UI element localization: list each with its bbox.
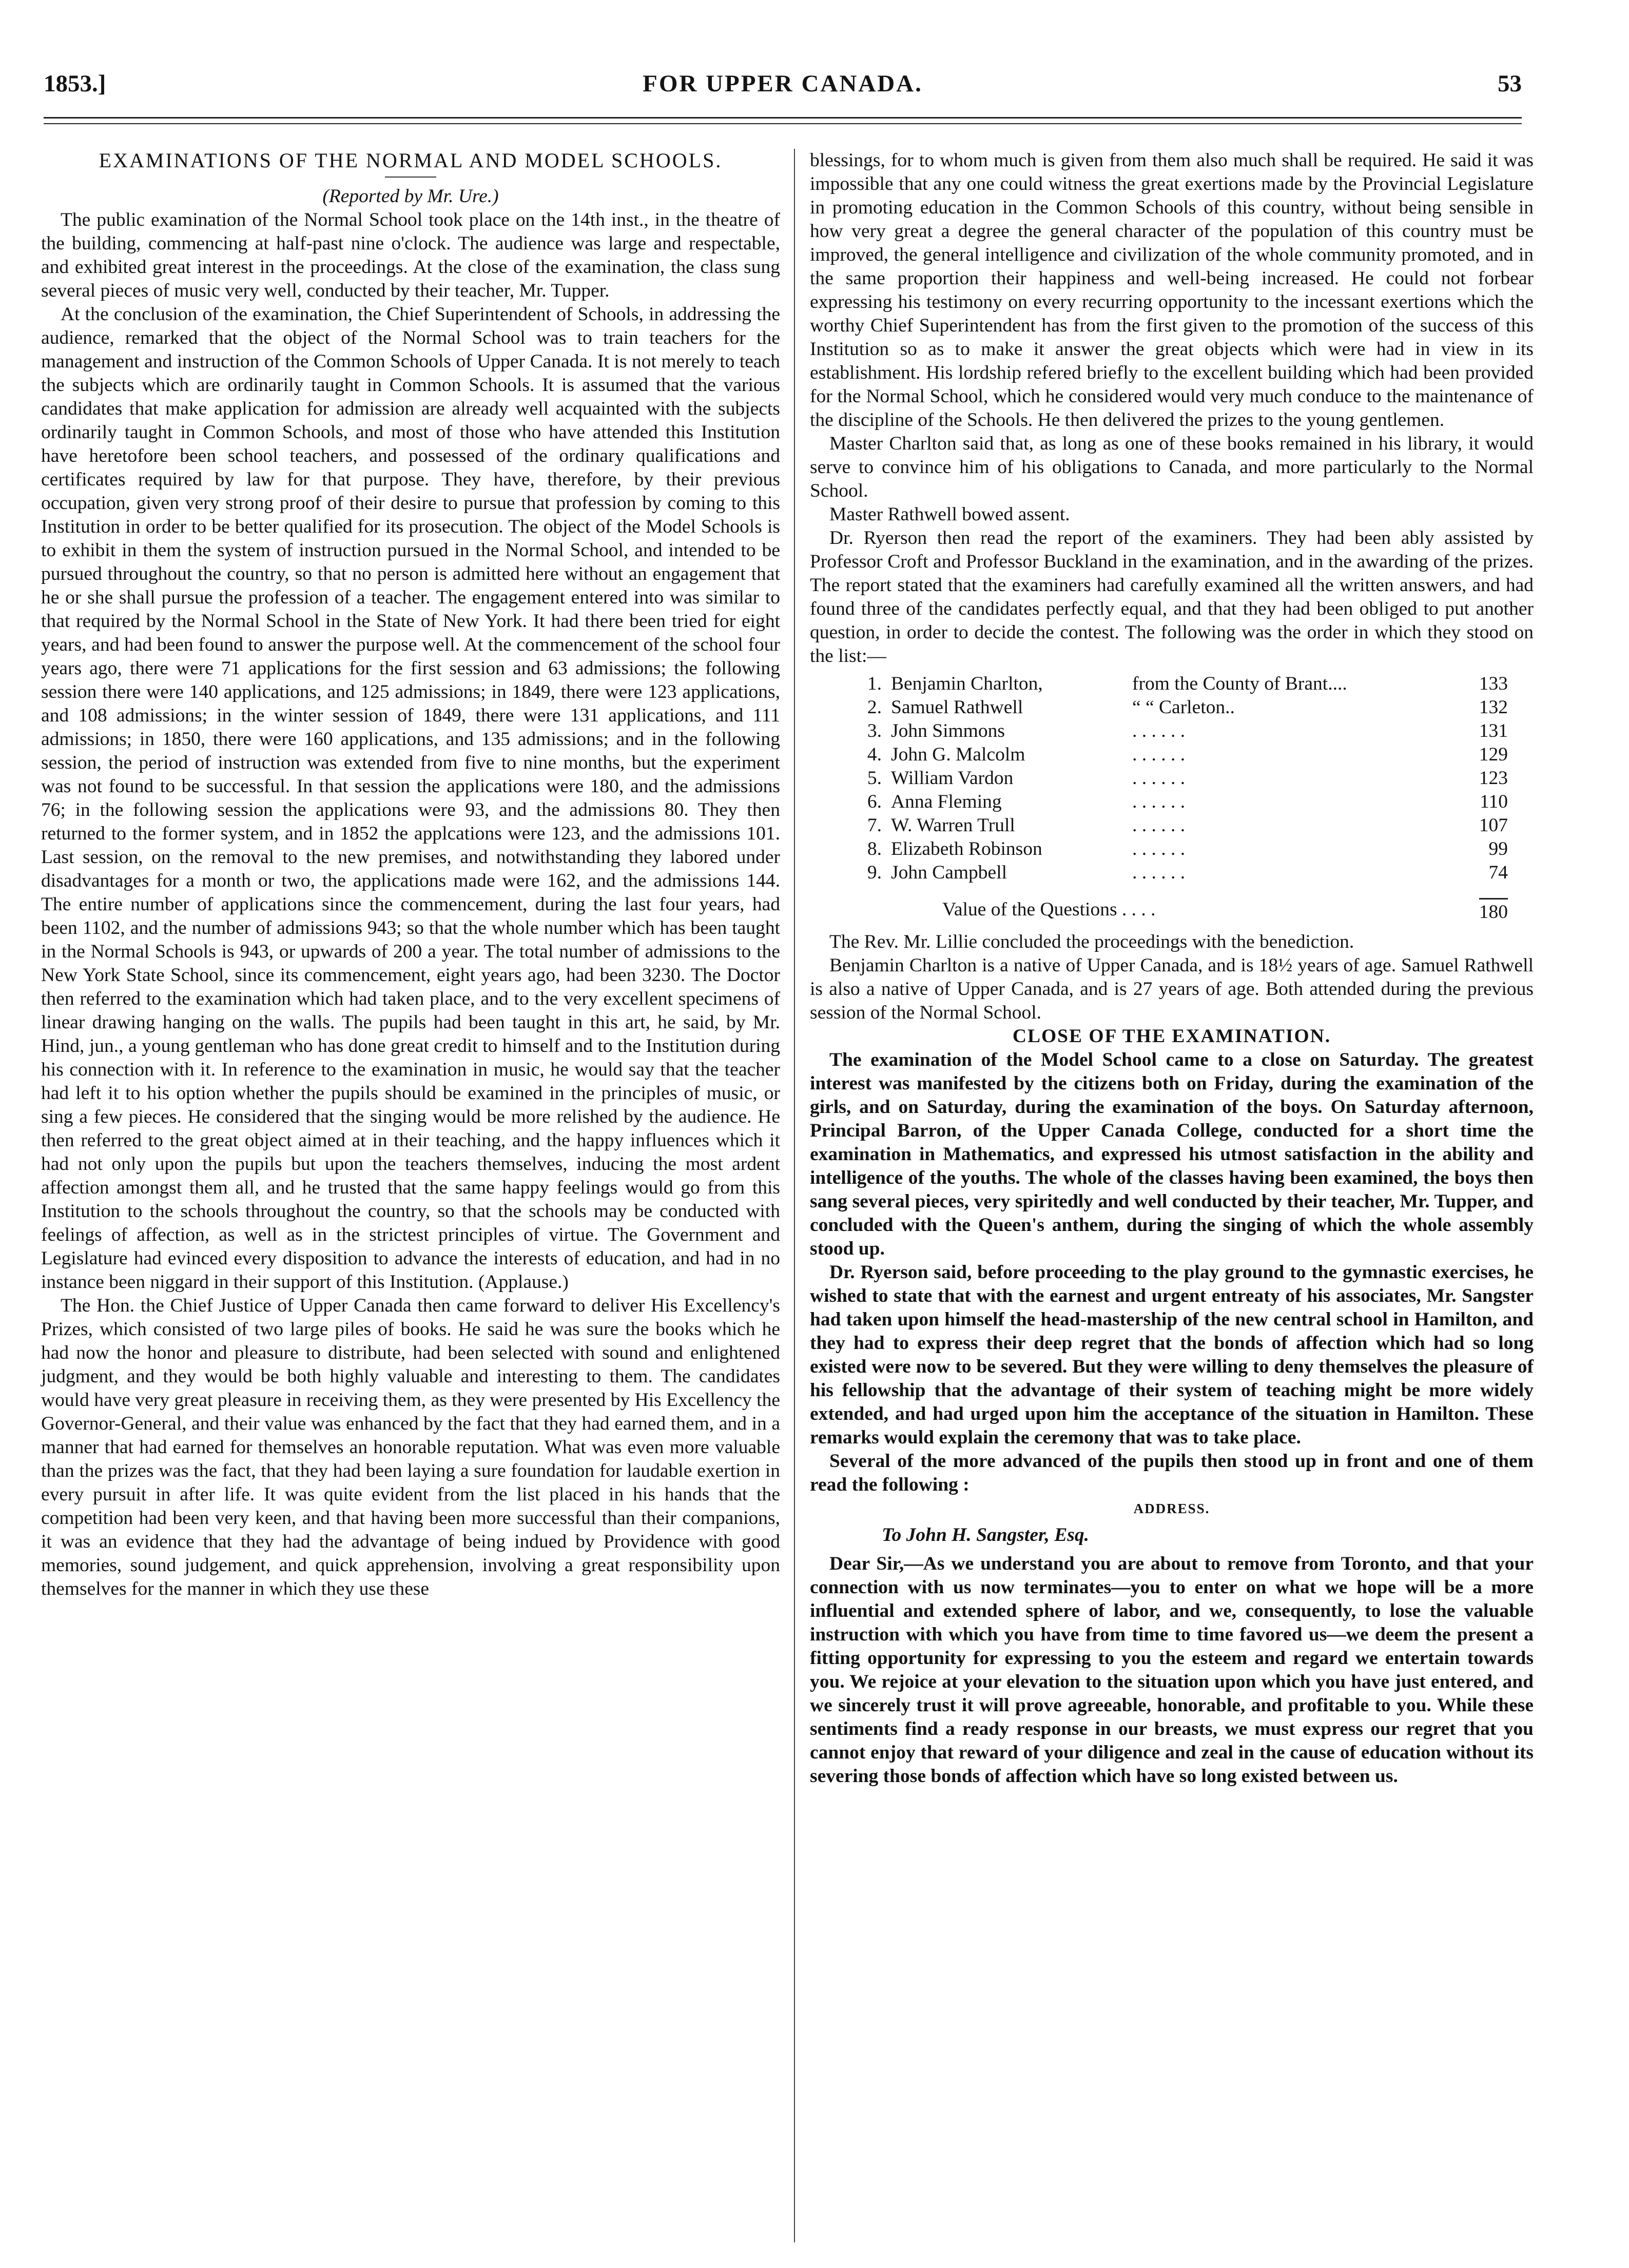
candidate-name: William Vardon <box>891 768 1014 789</box>
paragraph: blessings, for to whom much is given from them also much shall be required. He said it was impossible that any one could witness the great exertions made by the Provincial Legislature in promoting education in the Common Schools of this country, without being sensible in how very great a degree the general character of the population of this country must be improved, the general intelligence and civilization of the whole community promoted, and in the same proportion their happiness and well-being increased. He could not forbear expressing his testimony on every recurring opportunity to the incessant exertions which the worthy Chief Superintendent has from the first given to the promotion of the success of this Institution so as to make it answer the great objects which were had in view in its establishment. His lordship refered briefly to the excellent building which had been provided for the Normal School, which he considered would very much conduce to the maintenance of the discipline of the Schools. He then delivered the prizes to the young gentlemen. <box>810 150 1534 431</box>
candidate-score: 99 <box>1488 838 1508 859</box>
candidate-origin: . . . . . . <box>1132 862 1186 883</box>
rank: 3. <box>867 720 882 741</box>
candidate-score: 123 <box>1479 768 1508 789</box>
candidate-score: 132 <box>1479 697 1508 718</box>
candidate-name: John Campbell <box>891 862 1007 883</box>
candidate-score: 74 <box>1488 862 1508 883</box>
candidate-name: John Simmons <box>891 720 1005 741</box>
candidate-origin: . . . . . . <box>1132 838 1186 859</box>
title-rule <box>385 177 436 178</box>
paragraph: Master Rathwell bowed assent. <box>829 504 1070 525</box>
list-item <box>846 814 1508 837</box>
prize-list <box>846 672 1508 924</box>
candidate-name: Samuel Rathwell <box>891 697 1023 718</box>
page-number: 53 <box>1498 70 1522 97</box>
page-header <box>44 70 1522 111</box>
candidate-origin: . . . . . . <box>1132 720 1186 741</box>
rank: 2. <box>867 697 882 718</box>
header-rule-top <box>44 117 1522 119</box>
paragraph: Dr. Ryerson then read the report of the examiners. They had been ably assisted by Professor Croft and Professor Buckland in the examination, and in the awarding of the prizes. The report stated that the examiners had carefully examined all the written answers, and had found three of the candidates perfectly equal, and that they had been obliged to put another question, in order to decide the contest. The following was the order in which they stood on the list:— <box>810 527 1534 667</box>
rank: 7. <box>867 815 882 836</box>
candidate-name: Benjamin Charlton, <box>891 673 1043 694</box>
list-item <box>846 837 1508 861</box>
header-year: 1853.] <box>44 70 106 97</box>
candidate-name: John G. Malcolm <box>891 744 1025 765</box>
paragraph: The public examination of the Normal School took place on the 14th inst., in the theatre of the building, commencing at half-past nine o'clock. The audience was large and respectable, and exhibited great interest in the proceedings. At the close of the examination, the class sung several pieces of music very well, conducted by their teacher, Mr. Tupper. <box>41 209 780 301</box>
rank: 8. <box>867 838 882 859</box>
list-item <box>846 743 1508 767</box>
paragraph: The Rev. Mr. Lillie concluded the proceedings with the benediction. <box>829 931 1354 952</box>
paragraph: The examination of the Model School came to a close on Saturday. The greatest interest was manifested by the citizens both on Friday, during the examination of the girls, and on Saturday, during the examination of the boys. On Saturday afternoon, Principal Barron, of the Upper Canada College, conducted for a short time the examination in Mathematics, and expressed his utmost satisfaction in the ability and intelligence of the youths. The whole of the classes having been examined, the boys then sang several pieces, very spiritedly and well conducted by their teacher, Mr. Tupper, and concluded with the Queen's anthem, during the singing of which the whole assembly stood up. <box>810 1049 1534 1259</box>
header-title: FOR UPPER CANADA. <box>643 70 923 97</box>
total-row <box>846 885 1508 924</box>
paragraph: The Hon. the Chief Justice of Upper Canada then came forward to deliver His Excellency's Prizes, which consisted of two large piles of books. He said he was sure the books which he had now the honor and pleasure to distribute, had been selected with sound and enlightened judgment, and they would be both highly valuable and interesting to them. The candidates would have very great pleasure in receiving them, as they were presented by His Excellency the Governor-General, and their value was enhanced by the fact that they had earned them, and in a manner that had earned for themselves an honorable reputation. What was even more valuable than the prizes was the fact, that they had been laying a sure foundation for laudable exertion in every pursuit in after life. It was quite evident from the list placed in his hands that the competition had been very keen, and that having been more successful than their companions, it was an evidence that they had the advantage of being indued by Providence with good memories, sound judgement, and quick apprehension, involving a great responsibility upon themselves for the manner in which they use these <box>41 1295 780 1599</box>
address-body: Dear Sir,—As we understand you are about to remove from Toronto, and that your connection with us now terminates—you to enter on what we hope will be a more influential and extended sphere of labor, and we, consequently, to lose the valuable instruction with which you have from time to time favored us—we deem the present a fitting opportunity for expressing to you the esteem and regard we entertain towards you. We rejoice at your elevation to the situation upon which you have just entered, and we sincerely trust it will prove agreeable, honorable, and profitable to you. While these sentiments find a ready response in our breasts, we must express our regret that you cannot enjoy that reward of your diligence and zeal in the cause of education without its severing those bonds of affection which have so long existed between us. <box>810 1553 1534 1787</box>
candidate-name: W. Warren Trull <box>891 815 1015 836</box>
candidate-score: 110 <box>1480 791 1508 812</box>
header-rule-bottom <box>44 123 1522 124</box>
byline: (Reported by Mr. Ure.) <box>322 186 499 207</box>
list-item <box>846 672 1508 696</box>
candidate-origin: . . . . . . <box>1132 744 1186 765</box>
rank: 5. <box>867 768 882 789</box>
paragraph: Dr. Ryerson said, before proceeding to the play ground to the gymnastic exercises, he wished to state that with the earnest and urgent entreaty of his associates, Mr. Sangster had taken upon himself the head-mastership of the new central school in Hamilton, and they had to express their deep regret that the bonds of affection which had so long existed were now to be severed. But they were willing to deny themselves the pleasure of his fellowship that the advantage of their system of teaching might be more widely extended, and had urged upon him the acceptance of the situation in Hamilton. These remarks would explain the ceremony that was to take place. <box>810 1262 1534 1448</box>
candidate-score: 131 <box>1479 720 1508 741</box>
address-label: ADDRESS. <box>1133 1501 1210 1516</box>
candidate-name: Anna Fleming <box>891 791 1002 812</box>
rank: 4. <box>867 744 882 765</box>
paragraph: Master Charlton said that, as long as one of these books remained in his library, it would serve to convince him of his obligations to Canada, and more particularly to the Normal School. <box>810 433 1534 501</box>
paragraph: Benjamin Charlton is a native of Upper Canada, and is 18½ years of age. Samuel Rathwell is also a native of Upper Canada, and is 27 years of age. Both attended during the previous session of the Normal School. <box>810 955 1534 1023</box>
rank: 9. <box>867 862 882 883</box>
rank: 1. <box>867 673 882 694</box>
column-divider <box>794 149 795 2242</box>
candidate-origin: . . . . . . <box>1132 815 1186 836</box>
candidate-score: 129 <box>1479 744 1508 765</box>
candidate-origin: “ “ Carleton.. <box>1132 697 1235 718</box>
candidate-origin: from the County of Brant.... <box>1132 673 1347 694</box>
candidate-score: 133 <box>1479 673 1508 694</box>
address-salutation: To John H. Sangster, Esq. <box>882 1524 1089 1546</box>
article-title: EXAMINATIONS OF THE NORMAL AND MODEL SCHOOLS. <box>99 149 723 172</box>
right-column <box>810 149 1534 1788</box>
total-label: Value of the Questions . . . . <box>942 899 1156 920</box>
paragraph: At the conclusion of the examination, the Chief Superintendent of Schools, in addressing the audience, remarked that the object of the Normal School was to train teachers for the management and instruction of the Common Schools of Upper Canada. It is not merely to teach the subjects which are ordinarily taught in Common Schools. It is assumed that the various candidates that make application for admission are already well acquainted with the subjects ordinarily taught in Common Schools, and most of those who have attended this Institution have heretofore been school teachers, and possessed of the ordinary qualifications and certificates required by law for that purpose. They have, therefore, by their previous occupation, given very strong proof of their desire to pursue that profession by coming to this Institution in order to be better qualified for its prosecution. The object of the Model Schools is to exhibit in them the system of instruction pursued in the Normal School, and intended to be pursued throughout the country, so that no person is admitted here without an engagement that he or she shall pursue the profession of a teacher. The engagement entered into was similar to that required by the Normal School in the State of New York. It had there been tried for eight years, and had been found to answer the purpose well. At the commencement of the school four years ago, there were 71 applications for the first session and 63 admissions; the following session there were 140 applications, and 125 admissions; in 1849, there were 123 applications, and 108 admissions; in the winter session of 1849, there were 131 applications, and 111 admissions; in 1850, there were 160 applications, and 135 admissions; and in the following session, the period of instruction was extended from five to nine months, but the experiment was not found to be successful. In that session the applications were 180, and the admissions 76; in the following session the applications were 93, and the admissions 80. They then returned to the former system, and in 1852 the applcations were 123, and the admissions 101. Last session, on the removal to the new premises, and notwithstanding they labored under disadvantages for a month or two, the applications made were 162, and the admissions 144. The entire number of applications since the commencement, during the last four years, had been 1102, and the number of admissions 943; so that the whole number which has been taught in the Normal Schools is 943, or upwards of 200 a year. The total number of admissions to the New York State School, since its commencement, eight years ago, had been 3230. The Doctor then referred to the examination which had taken place, and to the very excellent specimens of linear drawing hanging on the walls. The pupils had been taught in this art, he said, by Mr. Hind, jun., a young gentleman who has done great credit to himself and to the Institution during his connection with it. In reference to the examination in music, he would say that the teacher had left it to his option whether the pupils should be examined in the principles of music, or sing a few pieces. He considered that the singing would be more relished by the audience. He then referred to the great object aimed at in their teaching, and the happy influences which it had not only upon the pupils but upon the teachers themselves, inducing the most ardent affection amongst them all, and he trusted that the same happy feelings would go from this Institution to the schools throughout the country, so that the schools may be conducted with feelings of affection, as well as in the strictest principles of virtue. The Government and Legislature had evinced every disposition to advance the interests of education, and had in no instance been niggard in their support of this Institution. (Applause.) <box>41 304 780 1293</box>
total-value: 180 <box>1479 898 1508 924</box>
candidate-score: 107 <box>1479 815 1508 836</box>
rank: 6. <box>867 791 882 812</box>
list-item <box>846 767 1508 790</box>
left-column <box>41 149 780 1601</box>
list-item <box>846 696 1508 719</box>
candidate-origin: . . . . . . <box>1132 768 1186 789</box>
paragraph: Several of the more advanced of the pupils then stood up in front and one of them read the following : <box>810 1451 1534 1495</box>
list-item <box>846 861 1508 885</box>
candidate-name: Elizabeth Robinson <box>891 838 1042 859</box>
candidate-origin: . . . . . . <box>1132 791 1186 812</box>
section-heading: CLOSE OF THE EXAMINATION. <box>1012 1026 1331 1047</box>
list-item <box>846 719 1508 743</box>
list-item <box>846 790 1508 814</box>
